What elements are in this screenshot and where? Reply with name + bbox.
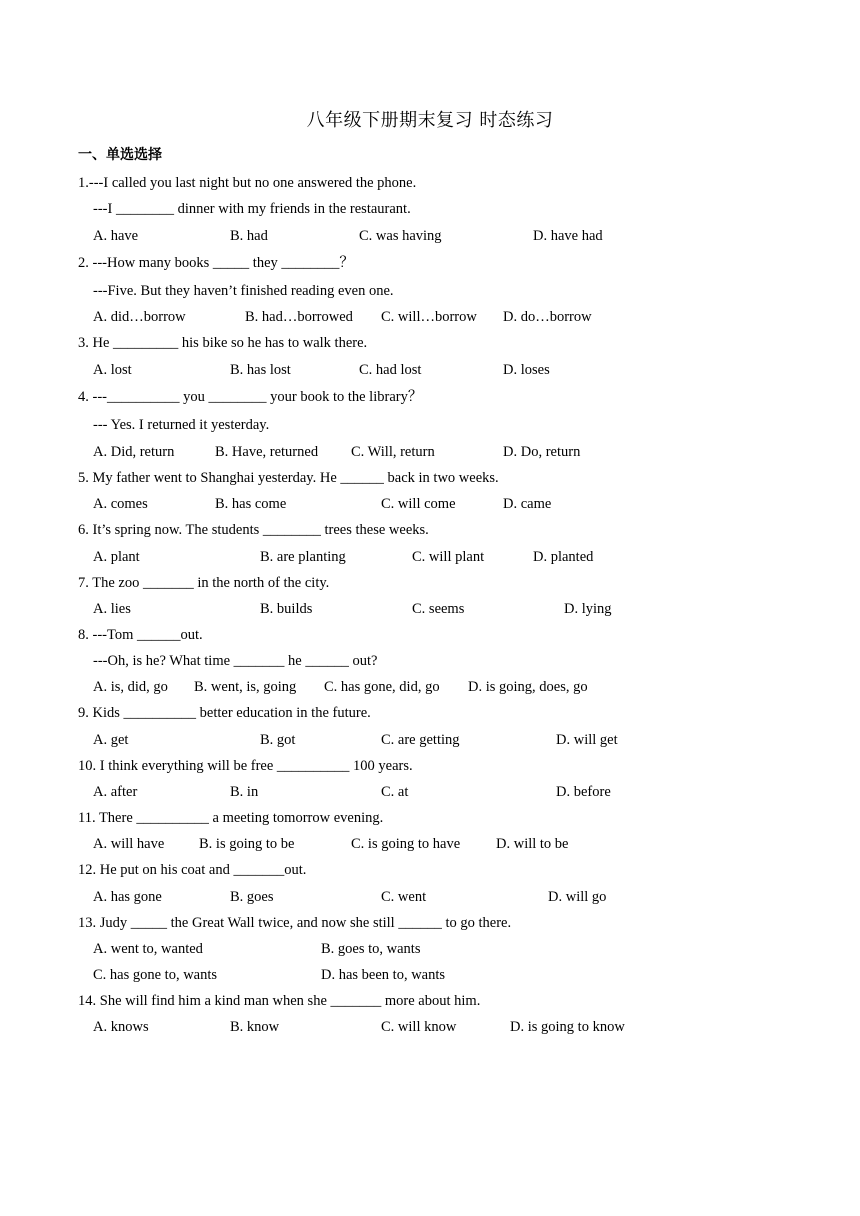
question-5-option-b: B. has come <box>215 496 287 512</box>
question-11-option-a: A. will have <box>93 836 165 852</box>
question-1-option-d: D. have had <box>533 228 603 244</box>
question-6-stem: 6. It’s spring now. The students ________ trees these weeks. <box>78 522 429 538</box>
question-11-option-d: D. will to be <box>496 836 569 852</box>
question-3-option-d: D. loses <box>503 362 550 378</box>
question-8-option-a: A. is, did, go <box>93 679 168 695</box>
question-13-option-d: D. has been to, wants <box>321 967 446 983</box>
question-11-option-b: B. is going to be <box>199 836 295 852</box>
question-1-stem: 1.---I called you last night but no one answered the phone. <box>78 175 417 191</box>
question-4-option-c: C. Will, return <box>351 444 435 460</box>
question-1-option-b: B. had <box>230 228 268 244</box>
question-14-stem: 14. She will find him a kind man when she _______ more about him. <box>78 993 481 1009</box>
question-3-option-c: C. had lost <box>359 362 422 378</box>
question-11-stem: 11. There __________ a meeting tomorrow evening. <box>78 810 384 826</box>
question-6-option-b: B. are planting <box>260 549 346 565</box>
question-1-option-a: A. have <box>93 228 139 244</box>
question-14-option-d: D. is going to know <box>510 1019 625 1035</box>
question-9-option-a: A. get <box>93 732 129 748</box>
question-8-option-d: D. is going, does, go <box>468 679 588 695</box>
question-10-option-c: C. at <box>381 784 409 800</box>
question-4-option-b: B. Have, returned <box>215 444 319 460</box>
question-8-option-c: C. has gone, did, go <box>324 679 440 695</box>
question-3-option-b: B. has lost <box>230 362 291 378</box>
question-14-option-c: C. will know <box>381 1019 457 1035</box>
question-7-option-b: B. builds <box>260 601 313 617</box>
question-3-option-a: A. lost <box>93 362 132 378</box>
question-10-stem: 10. I think everything will be free __________ 100 years. <box>78 758 413 774</box>
question-13-option-b: B. goes to, wants <box>321 941 421 957</box>
question-2-option-b: B. had…borrowed <box>245 309 353 325</box>
question-2-line-2: ---Five. But they haven’t finished reading even one. <box>93 283 394 299</box>
section-heading: 一、单选选择 <box>78 147 162 163</box>
question-12-option-a: A. has gone <box>93 889 162 905</box>
question-2-option-d: D. do…borrow <box>503 309 592 325</box>
question-9-stem: 9. Kids __________ better education in the future. <box>78 705 371 721</box>
question-8-option-b: B. went, is, going <box>194 679 297 695</box>
question-2-option-c: C. will…borrow <box>381 309 477 325</box>
question-12-option-c: C. went <box>381 889 427 905</box>
question-6-option-c: C. will plant <box>412 549 485 565</box>
question-12-option-d: D. will go <box>548 889 607 905</box>
question-5-option-d: D. came <box>503 496 552 512</box>
question-4-option-a: A. Did, return <box>93 444 175 460</box>
question-8-stem: 8. ---Tom ______out. <box>78 627 203 643</box>
question-1-option-c: C. was having <box>359 228 442 244</box>
question-9-option-d: D. will get <box>556 732 618 748</box>
question-7-option-d: D. lying <box>564 601 612 617</box>
question-10-option-d: D. before <box>556 784 611 800</box>
question-12-option-b: B. goes <box>230 889 274 905</box>
question-5-option-c: C. will come <box>381 496 456 512</box>
question-5-stem: 5. My father went to Shanghai yesterday. He ______ back in two weeks. <box>78 470 499 486</box>
question-9-option-c: C. are getting <box>381 732 460 748</box>
question-8-line-2: ---Oh, is he? What time _______ he ______ out? <box>93 653 378 669</box>
question-5-option-a: A. comes <box>93 496 148 512</box>
question-7-stem: 7. The zoo _______ in the north of the city. <box>78 575 330 591</box>
question-4-stem: 4. ---__________ you ________ your book to the library？ <box>78 389 423 405</box>
page-title: 八年级下册期末复习 时态练习 <box>306 110 554 131</box>
question-10-option-a: A. after <box>93 784 138 800</box>
question-2-option-a: A. did…borrow <box>93 309 186 325</box>
question-4-line-2: --- Yes. I returned it yesterday. <box>93 417 270 433</box>
question-1-line-2: ---I ________ dinner with my friends in the restaurant. <box>93 201 411 217</box>
question-2-stem: 2. ---How many books _____ they ________？ <box>78 255 354 271</box>
question-3-stem: 3. He _________ his bike so he has to walk there. <box>78 335 368 351</box>
question-9-option-b: B. got <box>260 732 296 748</box>
question-6-option-a: A. plant <box>93 549 140 565</box>
question-10-option-b: B. in <box>230 784 259 800</box>
question-7-option-a: A. lies <box>93 601 131 617</box>
question-7-option-c: C. seems <box>412 601 465 617</box>
question-13-option-a: A. went to, wanted <box>93 941 203 957</box>
question-13-stem: 13. Judy _____ the Great Wall twice, and now she still ______ to go there. <box>78 915 512 931</box>
question-11-option-c: C. is going to have <box>351 836 461 852</box>
question-14-option-a: A. knows <box>93 1019 149 1035</box>
question-12-stem: 12. He put on his coat and _______out. <box>78 862 307 878</box>
question-6-option-d: D. planted <box>533 549 594 565</box>
question-13-option-c: C. has gone to, wants <box>93 967 218 983</box>
question-14-option-b: B. know <box>230 1019 280 1035</box>
question-4-option-d: D. Do, return <box>503 444 581 460</box>
